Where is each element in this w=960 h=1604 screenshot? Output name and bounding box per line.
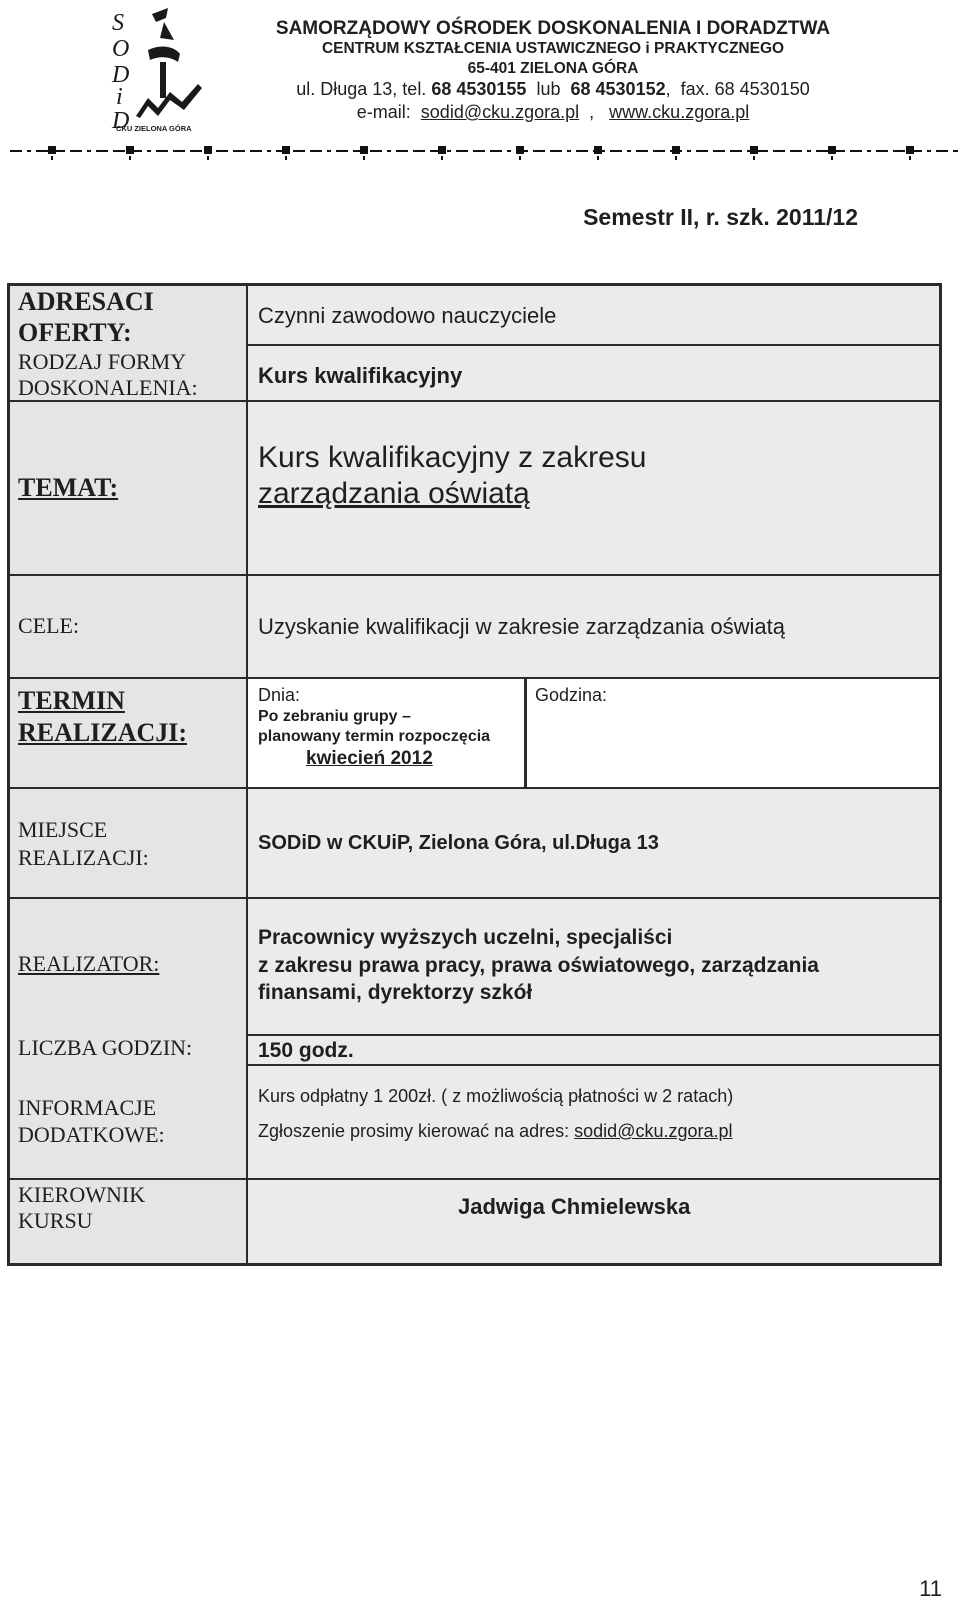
kierownik-value-cell (248, 1180, 939, 1263)
dnia-date-text: kwiecień 2012 (306, 748, 433, 769)
dnia-date (306, 748, 433, 771)
termin-column-divider (524, 679, 527, 787)
dnia-line1: Po zebraniu grupy – (258, 708, 411, 725)
adresaci-label: ADRESACI OFERTY: (18, 287, 154, 348)
dnia-line2: planowany termin rozpoczęcia (258, 728, 491, 745)
label-cell-info (10, 1064, 248, 1178)
godziny-value-cell (248, 1036, 939, 1064)
info-value-cell (248, 1066, 939, 1178)
forma-value: Kurs kwalifikacyjny (258, 363, 463, 388)
logo-caption: CKU ZIELONA GÓRA (116, 124, 192, 133)
org-name: SAMORZĄDOWY OŚRODEK DOSKONALENIA I DORADZTWA (275, 18, 831, 39)
realizator-line1: Pracownicy wyższych uczelni, specjaliści (258, 926, 673, 949)
termin-value-cell (248, 679, 939, 787)
page-number: 11 (919, 1576, 942, 1601)
temat-value-line2: zarządzania oświatą (258, 477, 530, 510)
label-cell-kierownik (10, 1180, 248, 1263)
info-contact-line (258, 1121, 733, 1143)
temat-value-line1: Kurs kwalifikacyjny z zakresu (258, 441, 647, 474)
godziny-value: 150 godz. (258, 1039, 354, 1062)
termin-label-line1: TERMIN (18, 686, 125, 715)
address-text: ul. Długa 13, tel. (296, 79, 427, 99)
label-cell-cele (10, 576, 248, 677)
svg-text:i: i (116, 84, 123, 110)
email-label: e-mail: (356, 102, 411, 122)
fax-text: fax. 68 4530150 (680, 79, 810, 99)
godziny-label: LICZBA GODZIN: (18, 1035, 193, 1060)
realizator-line3: finansami, dyrektorzy szkół (258, 981, 533, 1004)
course-info-table (7, 283, 942, 1266)
sodid-logo (108, 4, 206, 134)
temat-label: TEMAT: (18, 473, 119, 502)
miejsce-label-line2: REALIZACJI: (18, 845, 149, 870)
header-divider (10, 141, 958, 165)
kierownik-value: Jadwiga Chmielewska (458, 1194, 691, 1219)
label-cell-realizator (10, 899, 248, 1034)
info-email-link[interactable]: sodid@cku.zgora.pl (574, 1121, 733, 1141)
label-cell-termin (10, 679, 248, 787)
miejsce-label-line1: MIEJSCE (18, 817, 108, 842)
semester-info: Semestr II, r. szk. 2011/12 (583, 204, 858, 230)
info-price-line: Kurs odpłatny 1 200zł. ( z możliwością płatności w 2 ratach) (258, 1086, 734, 1106)
forma-value-cell (248, 346, 939, 407)
svg-text:D: D (112, 108, 130, 134)
adresaci-value-cell (248, 286, 939, 344)
phone-2: 68 4530152 (570, 79, 666, 99)
label-cell-temat (10, 402, 248, 574)
org-subtitle: CENTRUM KSZTAŁCENIA USTAWICZNEGO i PRAKTYCZNEGO (321, 40, 785, 57)
email-link[interactable]: sodid@cku.zgora.pl (420, 102, 580, 122)
info-contact-text: Zgłoszenie prosimy kierować na adres: (258, 1121, 570, 1141)
website-link[interactable]: www.cku.zgora.pl (609, 102, 750, 122)
contact-web-line: e-mail: sodid@cku.zgora.pl , www.cku.zgora.pl (356, 102, 750, 122)
realizator-label: REALIZATOR: (18, 951, 160, 976)
org-postal-address: 65-401 ZIELONA GÓRA (467, 60, 639, 77)
or-text: lub (536, 79, 561, 99)
miejsce-value-cell (248, 789, 939, 897)
cele-value-cell (248, 576, 939, 677)
forma-label: RODZAJ FORMY DOSKONALENIA: (18, 349, 198, 400)
realizator-line2: z zakresu prawa pracy, prawa oświatowego, zarządzania (258, 954, 819, 977)
kierownik-label-line2: KURSU (18, 1208, 93, 1233)
svg-text:D: D (112, 62, 130, 88)
godzina-label: Godzina: (535, 685, 608, 705)
realizator-value-cell (248, 899, 939, 1034)
contact-phone-line: ul. Długa 13, tel. 68 4530155 lub 68 4530152, fax. 68 4530150 (296, 79, 810, 99)
miejsce-value: SODiD w CKUiP, Zielona Góra, ul.Długa 13 (258, 832, 659, 854)
svg-text:S: S (112, 10, 124, 36)
cele-value: Uzyskanie kwalifikacji w zakresie zarządzania oświatą (258, 614, 785, 639)
info-label-line1: INFORMACJE (18, 1095, 157, 1120)
termin-label-line2: REALIZACJI: (18, 718, 188, 747)
label-cell-miejsce (10, 789, 248, 897)
adresaci-value: Czynni zawodowo nauczyciele (258, 303, 557, 328)
label-cell-godziny (10, 1034, 248, 1064)
dnia-label: Dnia: (258, 685, 301, 705)
cele-label: CELE: (18, 613, 80, 638)
info-label-line2: DODATKOWE: (18, 1122, 165, 1147)
kierownik-label-line1: KIEROWNIK (18, 1182, 146, 1207)
label-cell-adresaci (10, 286, 248, 407)
svg-text:O: O (112, 36, 130, 62)
phone-1: 68 4530155 (431, 79, 527, 99)
temat-value-cell (248, 402, 939, 574)
